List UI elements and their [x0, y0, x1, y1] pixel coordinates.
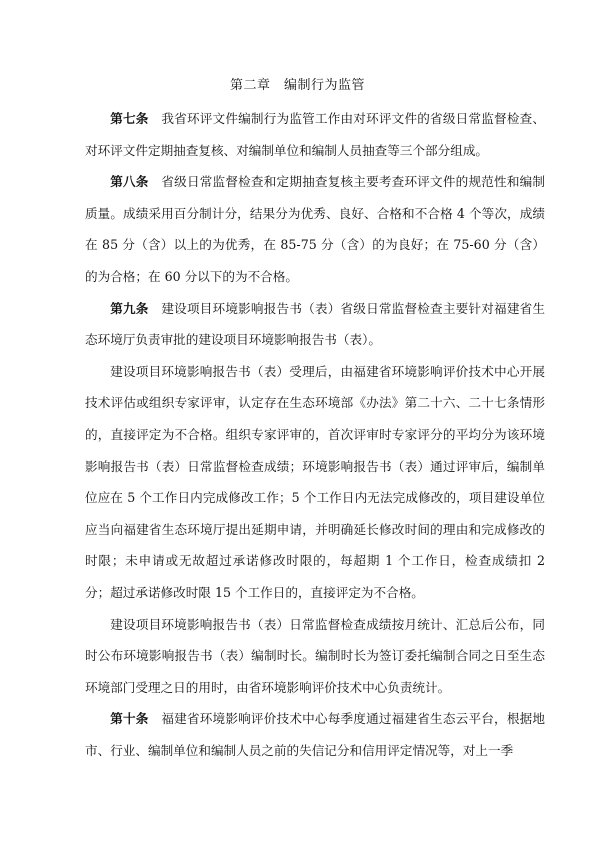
- article-8-label: 第八条: [110, 174, 149, 190]
- article-9-continuation-text-2: 建设项目环境影响报告书（表）日常监督检查成绩按月统计、汇总后公布，同时公布环境影响报告书（表）编制时长。编制时长为签订委托编制合同之日至生态环境部门受理之日的用时，由省环境影响评价技术中心负责统计。: [85, 616, 545, 695]
- article-7-text: 我省环评文件编制行为监管工作由对环评文件的省级日常监督检查、对环评文件定期抽查复核、对编制单位和编制人员抽查等三个部分组成。: [85, 111, 546, 158]
- article-7-label: 第七条: [110, 111, 149, 126]
- article-9-text: 建设项目环境影响报告书（表）省级日常监督检查主要针对福建省生态环境厅负责审批的建设项目环境影响报告书（表）。: [85, 300, 546, 348]
- article-8-text: 省级日常监督检查和定期抽查复核主要考查环评文件的规范性和编制质量。成绩采用百分制计分，结果分为优秀、良好、合格和不合格 4 个等次，成绩在 85 分（含）以上的为优秀，在 85-75 分（含）的为良好；在 75-60 分（含）的为合格；在 60 分以下的为不合格。: [85, 174, 546, 284]
- article-9-label: 第九条: [110, 300, 149, 316]
- chapter-title: 第二章 编制行为监管: [229, 78, 365, 93]
- article-9-continuation-paragraph-2: [85, 609, 545, 704]
- article-10-text: 福建省环境影响评价技术中心每季度通过福建省生态云平台，根据地市、行业、编制单位和编制人员之前的失信记分和信用评定情况等，对上一季: [85, 711, 546, 758]
- article-9-paragraph: [85, 293, 545, 356]
- article-8-paragraph: [85, 166, 545, 292]
- article-10-paragraph: [85, 703, 545, 766]
- article-9-continuation-paragraph-1: [85, 356, 545, 609]
- article-10-label: 第十条: [110, 711, 149, 727]
- article-7-paragraph: [85, 103, 545, 166]
- article-9-continuation-text-1: 建设项目环境影响报告书（表）受理后，由福建省环境影响评价技术中心开展技术评估或组织专家评审，认定存在生态环境部《办法》第二十六、二十七条情形的，直接评定为不合格。组织专家评审的，首次评审时专家评分的平均分为该环境影响报告书（表）日常监督检查成绩；环境影响报告书（表）通过评审后，编制单位应在 5 个工作日内完成修改工作；5 个工作日内无法完成修改的，项目建设单位应当向福建省生态环境厅提出延期申请，并明确延长修改时间的理由和完成修改的时限；未申请或无故超过承诺修改时限的，每超期 1 个工作日，检查成绩扣 2 分；超过承诺修改时限 15 个工作日的，直接评定为不合格。: [85, 363, 545, 600]
- document-body: [85, 103, 545, 766]
